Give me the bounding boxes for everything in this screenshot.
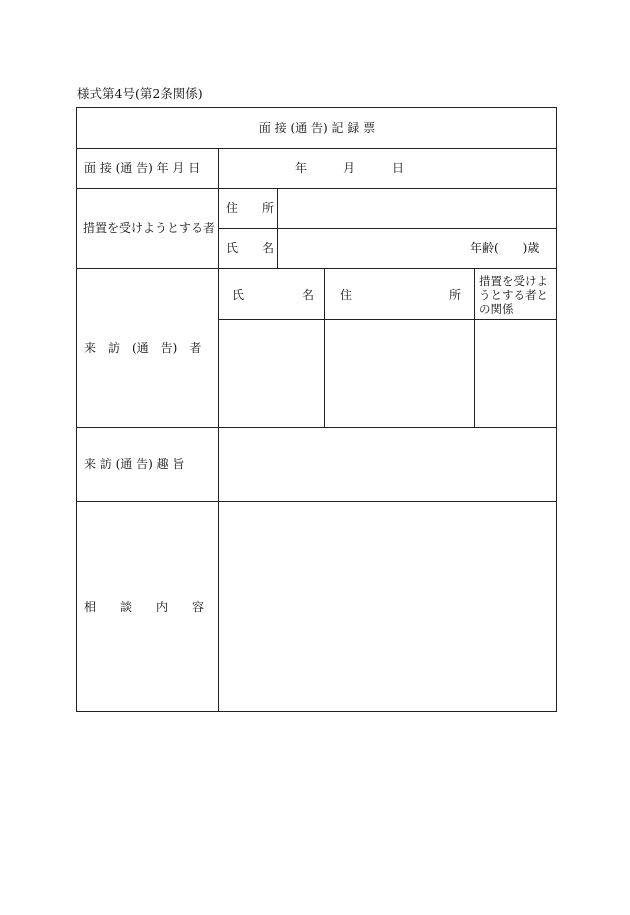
form-title: 面 接 (通 告) 記 録 票 — [258, 121, 376, 135]
form-number: 様式第4号(第2条関係) — [77, 86, 203, 101]
divider — [474, 268, 475, 427]
divider — [77, 427, 556, 428]
date-month: 月 — [343, 161, 356, 175]
visitor-col-relation: 措置を受けようとする者との関係 — [479, 274, 548, 316]
visitor-label: 来 訪 (通 告) 者 — [84, 341, 202, 355]
date-day: 日 — [392, 161, 405, 175]
visitor-col-name: 氏 — [232, 288, 245, 302]
consultation-label: 相 談 内 容 — [84, 600, 205, 614]
divider — [77, 501, 556, 502]
subject-age-label: 年齢( )歳 — [470, 241, 540, 255]
divider — [77, 188, 556, 189]
divider — [77, 148, 556, 149]
visitor-col-address2: 所 — [449, 288, 462, 302]
subject-address-label: 住 所 — [226, 201, 275, 215]
subject-name-label: 氏 名 — [226, 241, 275, 255]
visitor-col-address: 住 — [340, 288, 353, 302]
divider — [218, 148, 219, 711]
purpose-label: 来 訪 (通 告) 趣 旨 — [84, 457, 185, 471]
divider — [77, 268, 556, 269]
divider — [218, 319, 556, 320]
divider — [218, 228, 556, 229]
record-form — [76, 107, 557, 712]
date-year: 年 — [295, 161, 308, 175]
visitor-col-name2: 名 — [302, 288, 315, 302]
divider — [277, 188, 278, 268]
divider — [324, 268, 325, 427]
date-label: 面 接 (通 告) 年 月 日 — [84, 161, 201, 175]
subject-label: 措置を受けようとする者 — [83, 221, 216, 235]
